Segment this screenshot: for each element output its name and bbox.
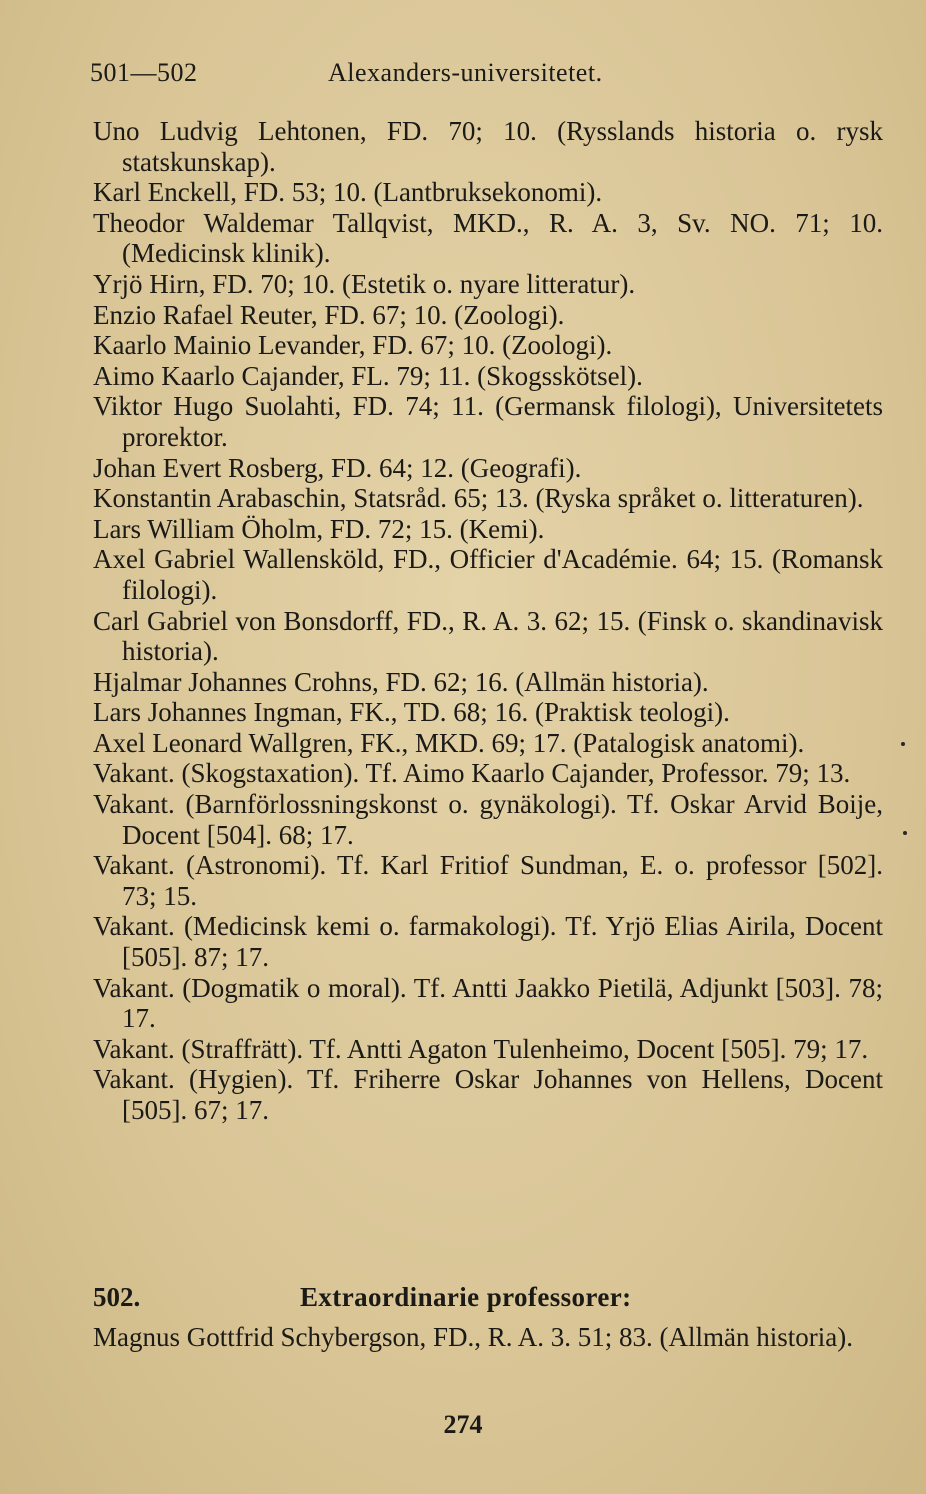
professor-list — [93, 116, 883, 1126]
list-entry: Hjalmar Johannes Crohns, FD. 62; 16. (Allmän historia). — [93, 666, 709, 697]
list-entry: Vakant. (Barnförlossningskonst o. gynäkologi). Tf. Oskar Arvid Boije, Docent [504]. 68; 17. — [93, 789, 883, 850]
list-entry: Viktor Hugo Suolahti, FD. 74; 11. (Germansk filologi), Universitetets prorektor. — [93, 391, 883, 452]
list-entry: Axel Gabriel Wallensköld, FD., Officier d'Académie. 64; 15. (Romansk filologi). — [93, 544, 883, 605]
print-speck — [903, 831, 907, 835]
page-number: 274 — [443, 1410, 483, 1439]
list-entry: Konstantin Arabaschin, Statsråd. 65; 13. (Ryska språket o. litteraturen). — [93, 483, 864, 514]
list-entry: Karl Enckell, FD. 53; 10. (Lantbruksekonomi). — [93, 177, 603, 208]
extraordinary-professors-section — [93, 1282, 883, 1353]
list-entry: Johan Evert Rosberg, FD. 64; 12. (Geografi). — [93, 452, 582, 483]
section-heading: Extraordinarie professorer: — [300, 1282, 632, 1312]
list-entry: Vakant. (Medicinsk kemi o. farmakologi). Tf. Yrjö Elias Airila, Docent [505]. 87; 17. — [93, 911, 883, 973]
list-entry: Vakant. (Hygien). Tf. Friherre Oskar Johannes von Hellens, Docent [505]. 67; 17. — [93, 1064, 883, 1125]
list-entry: Yrjö Hirn, FD. 70; 10. (Estetik o. nyare litteratur). — [93, 268, 636, 299]
list-entry: Theodor Waldemar Tallqvist, MKD., R. A. 3, Sv. NO. 71; 10. (Medicinsk klinik). — [93, 207, 883, 269]
list-entry: Vakant. (Astronomi). Tf. Karl Fritiof Sundman, E. o. professor [502]. 73; 15. — [93, 850, 883, 911]
print-speck — [901, 742, 905, 746]
section-number: 502. — [93, 1282, 141, 1312]
list-entry: Vakant. (Dogmatik o moral). Tf. Antti Jaakko Pietilä, Adjunkt [503]. 78; 17. — [93, 972, 883, 1034]
list-entry: Enzio Rafael Reuter, FD. 67; 10. (Zoologi). — [93, 299, 565, 330]
list-entry: Lars Johannes Ingman, FK., TD. 68; 16. (Praktisk teologi). — [93, 697, 730, 728]
list-entry: Axel Leonard Wallgren, FK., MKD. 69; 17. (Patalogisk anatomi). — [93, 727, 805, 758]
list-entry: Vakant. (Skogstaxation). Tf. Aimo Kaarlo Cajander, Professor. 79; 13. — [93, 758, 851, 789]
list-entry: Magnus Gottfrid Schybergson, FD., R. A. 3. 51; 83. (Allmän historia). — [93, 1322, 853, 1352]
list-entry: Aimo Kaarlo Cajander, FL. 79; 11. (Skogsskötsel). — [93, 360, 643, 391]
page-range: 501—502 — [90, 58, 198, 87]
list-entry: Vakant. (Straffrätt). Tf. Antti Agaton Tulenheimo, Docent [505]. 79; 17. — [93, 1033, 869, 1064]
running-title: Alexanders-universitetet. — [328, 58, 603, 87]
list-entry: Lars William Öholm, FD. 72; 15. (Kemi). — [93, 513, 545, 544]
page-header — [90, 58, 890, 94]
list-entry: Carl Gabriel von Bonsdorff, FD., R. A. 3. 62; 15. (Finsk o. skandinavisk historia). — [93, 605, 883, 667]
list-entry: Uno Ludvig Lehtonen, FD. 70; 10. (Rysslands historia o. rysk statskunskap). — [93, 116, 883, 177]
list-entry: Kaarlo Mainio Levander, FD. 67; 10. (Zoologi). — [93, 330, 613, 361]
section-header — [93, 1282, 883, 1322]
